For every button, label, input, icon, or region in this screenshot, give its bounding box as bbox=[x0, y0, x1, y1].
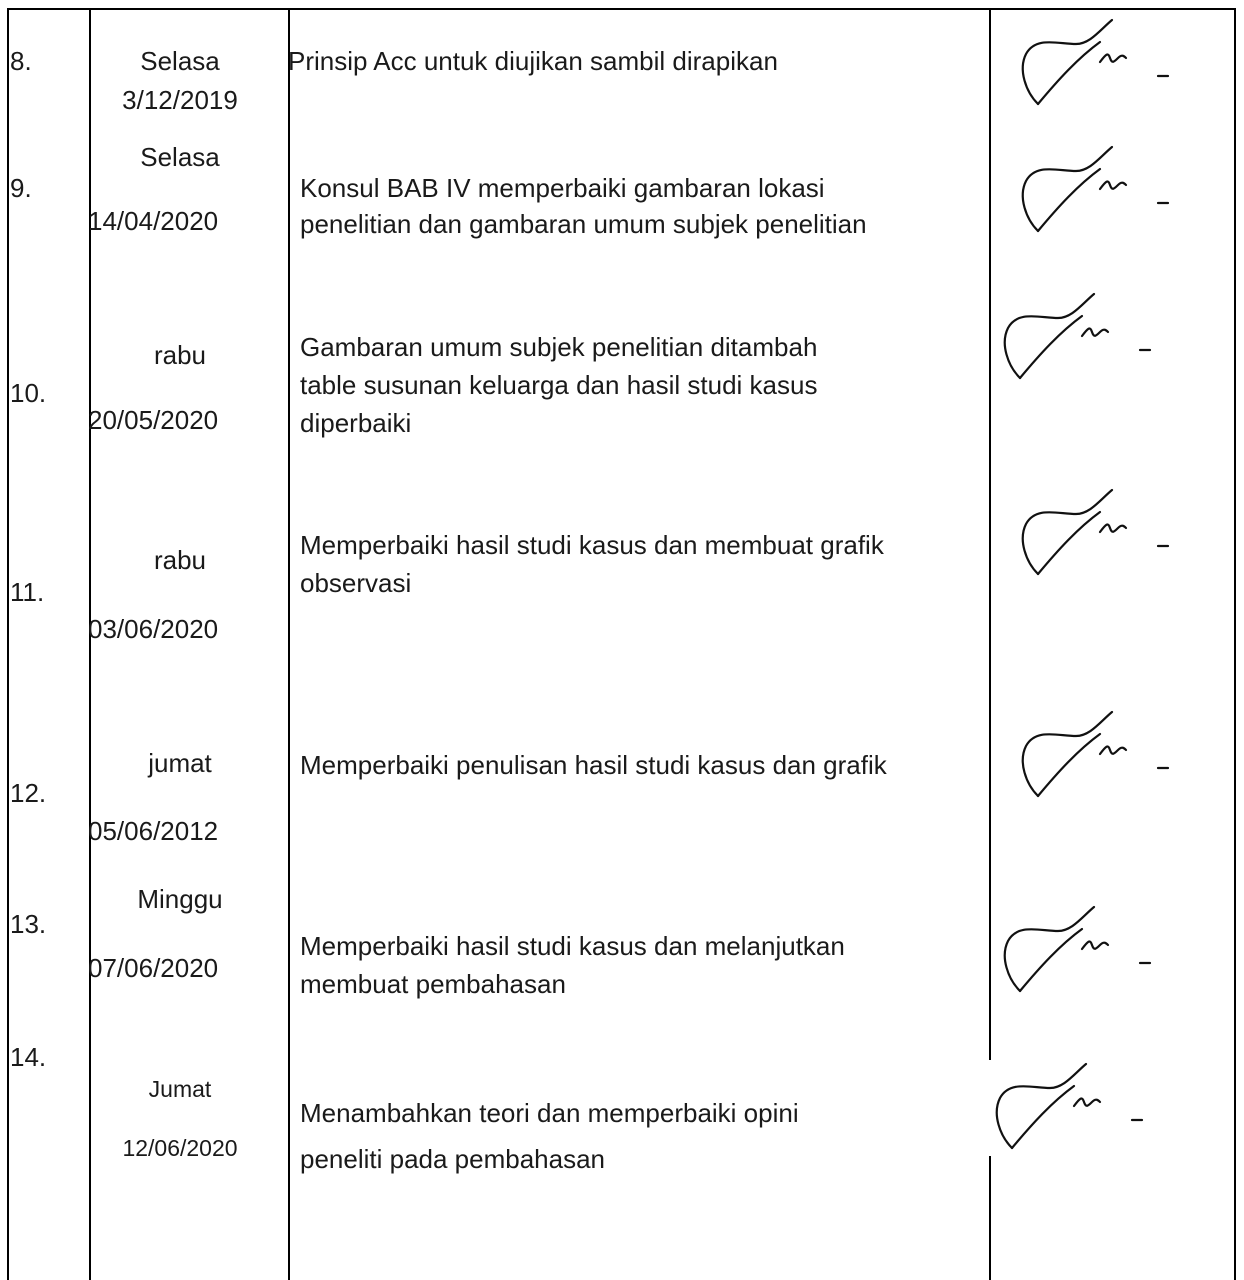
row-activity-line: penelitian dan gambaran umum subjek penelitian bbox=[300, 209, 867, 239]
row-activity-line: Memperbaiki hasil studi kasus dan membuat grafik bbox=[300, 530, 884, 560]
row-date: 3/12/2019 bbox=[122, 85, 238, 115]
signature-image bbox=[1018, 145, 1188, 235]
row-day: Minggu bbox=[137, 884, 223, 914]
row-number: 12. bbox=[10, 778, 47, 808]
row-day: Selasa bbox=[140, 142, 220, 172]
signature-image bbox=[1000, 905, 1170, 995]
row-activity-line: Gambaran umum subjek penelitian ditambah bbox=[300, 332, 818, 362]
row-number: 14. bbox=[10, 1042, 47, 1072]
row-number: 13. bbox=[10, 909, 47, 939]
row-date: 12/06/2020 bbox=[122, 1135, 238, 1161]
table-border-top bbox=[7, 8, 1236, 10]
row-date: 05/06/2012 bbox=[88, 816, 219, 846]
signature-image bbox=[1018, 18, 1188, 108]
table-border-left bbox=[7, 8, 9, 1280]
row-number: 11. bbox=[10, 577, 45, 607]
signature-image bbox=[992, 1062, 1162, 1152]
row-day: Selasa bbox=[140, 46, 220, 76]
row-activity-line: membuat pembahasan bbox=[300, 969, 566, 999]
signature-image bbox=[1000, 292, 1170, 382]
column-divider-activity-signature-lower bbox=[989, 1156, 991, 1280]
row-activity-line: Menambahkan teori dan memperbaiki opini bbox=[300, 1098, 799, 1128]
row-activity-line: Prinsip Acc untuk diujikan sambil dirapikan bbox=[288, 46, 778, 76]
row-activity-line: Memperbaiki penulisan hasil studi kasus dan grafik bbox=[300, 750, 887, 780]
column-divider-activity-signature bbox=[989, 8, 991, 1060]
row-activity-line: Memperbaiki hasil studi kasus dan melanjutkan bbox=[300, 931, 845, 961]
table-border-right bbox=[1234, 8, 1236, 1280]
row-number: 9. bbox=[10, 173, 32, 203]
row-activity-line: observasi bbox=[300, 568, 412, 598]
row-number: 10. bbox=[10, 378, 47, 408]
row-day: rabu bbox=[153, 545, 207, 575]
row-number: 8. bbox=[10, 46, 32, 76]
signature-image bbox=[1018, 488, 1188, 578]
row-activity-line: diperbaiki bbox=[300, 408, 412, 438]
signature-image bbox=[1018, 710, 1188, 800]
row-activity-line: peneliti pada pembahasan bbox=[300, 1144, 606, 1174]
row-day: Jumat bbox=[148, 1076, 212, 1102]
row-day: rabu bbox=[153, 340, 207, 370]
row-date: 07/06/2020 bbox=[88, 953, 219, 983]
row-activity-line: Konsul BAB IV memperbaiki gambaran lokasi bbox=[300, 173, 825, 203]
row-day: jumat bbox=[148, 748, 212, 778]
row-date: 03/06/2020 bbox=[88, 614, 219, 644]
row-date: 14/04/2020 bbox=[88, 206, 219, 236]
row-activity-line: table susunan keluarga dan hasil studi kasus bbox=[300, 370, 818, 400]
column-divider-date-activity bbox=[288, 8, 290, 1280]
row-date: 20/05/2020 bbox=[88, 405, 219, 435]
